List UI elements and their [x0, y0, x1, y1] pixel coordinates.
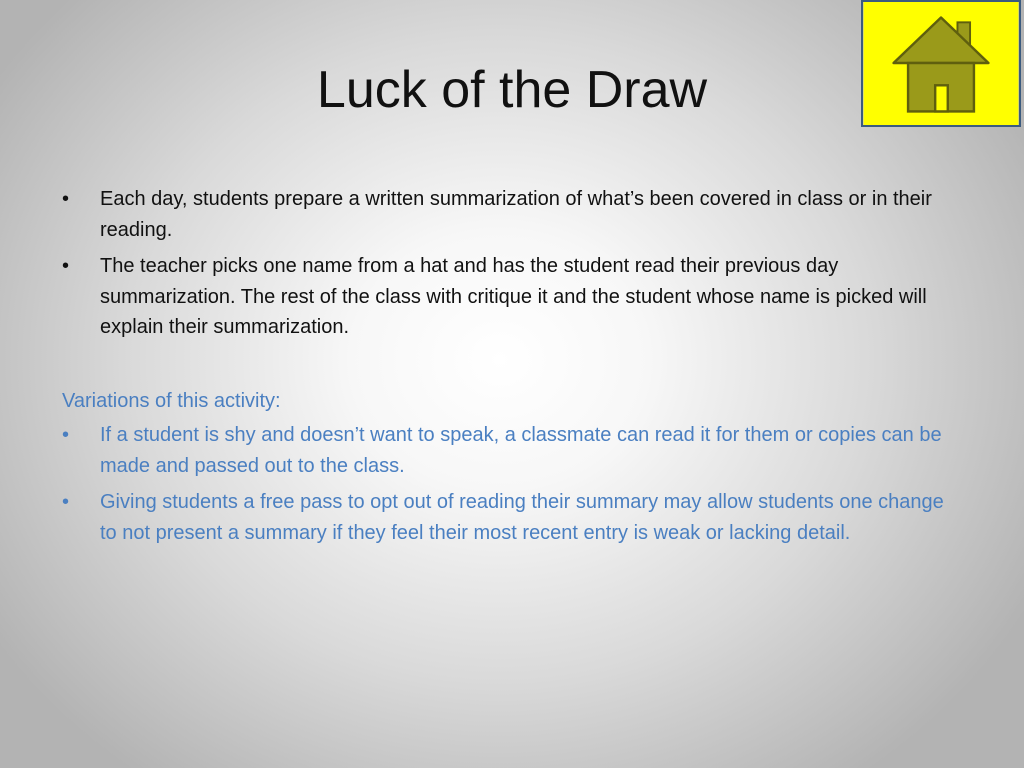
slide-title: Luck of the Draw — [316, 61, 708, 119]
bullet-marker: • — [62, 188, 70, 210]
variations-list — [62, 420, 962, 548]
variation-item — [62, 420, 962, 481]
home-icon — [863, 2, 1019, 125]
variation-text: If a student is shy and doesn’t want to speak, a classmate can read it for them or copies can be made and passed out to the class. — [100, 424, 942, 477]
bullet-marker: • — [62, 255, 70, 277]
bullet-marker: • — [62, 491, 70, 513]
bullet-text: The teacher picks one name from a hat and has the student read their previous day summarization. The rest of the class with critique it and the student whose name is picked will explain their summarization. — [100, 255, 927, 338]
home-button[interactable] — [861, 0, 1021, 127]
bullet-item — [62, 251, 962, 343]
bullet-marker: • — [62, 424, 70, 446]
slide-body — [62, 184, 962, 554]
variations-heading: Variations of this activity: — [62, 389, 281, 412]
spacer — [62, 349, 962, 386]
bullet-item — [62, 184, 962, 245]
main-points-list — [62, 184, 962, 343]
variation-item — [62, 487, 962, 548]
bullet-text: Each day, students prepare a written summarization of what’s been covered in class or in their reading. — [100, 188, 932, 241]
variation-text: Giving students a free pass to opt out of reading their summary may allow students one change to not present a summary if they feel their most recent entry is weak or lacking detail. — [100, 491, 944, 544]
